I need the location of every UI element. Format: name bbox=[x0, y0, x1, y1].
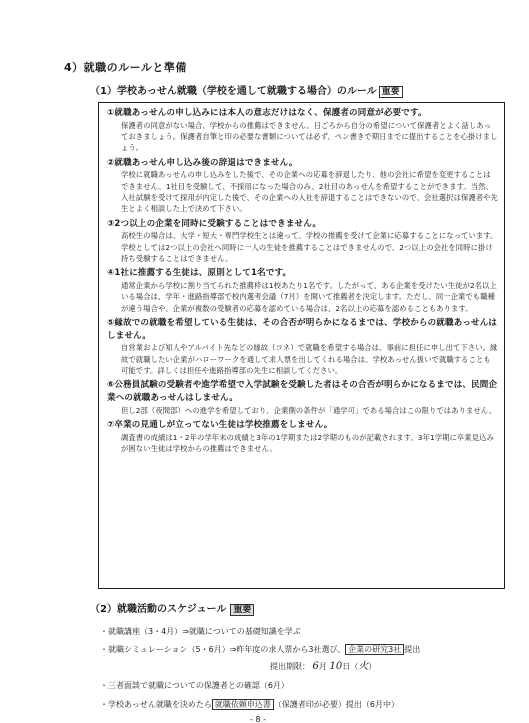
deadline-label: 提出期限： bbox=[270, 661, 310, 671]
deadline-month-unit: 月 bbox=[318, 661, 327, 671]
rule-heading: ⑦卒業の見通しが立ってない生徒は学校推薦をしません。 bbox=[107, 420, 333, 431]
schedule-item: ・就職講座（3・4月）⇒就職についての基礎知識を学ぶ bbox=[100, 627, 301, 636]
rule-item bbox=[107, 107, 498, 154]
schedule-item-text: 提出 bbox=[404, 645, 421, 655]
rule-heading: ③2つ以上の企業を同時に受験することはできません。 bbox=[107, 218, 322, 229]
rule-item bbox=[107, 419, 498, 454]
schedule-item-text: （保護者印が必要）提出（6月中） bbox=[273, 699, 400, 709]
rule-body: 通常企業から学校に割り当てられた推薦枠は1校あたり1名です。したがって、ある企業を受けたい生徒が2名以上いる場合は、学年・進路指導部で校内選考会議（7月）を開いて推薦者を決定します。ただし、同一企業でも職種が違う場合や、企業が複数の受験者の応募を認めている場合は、2名以上の応募を認めることもあります。 bbox=[121, 280, 497, 313]
rule-item bbox=[107, 157, 498, 215]
boxed-label: 企業の研究3社 bbox=[345, 644, 404, 655]
rule-item bbox=[107, 379, 498, 416]
deadline-day-unit: 日（ bbox=[342, 661, 359, 671]
rule-body: 調査書の成績は1・2年の学年末の成績と3年の1学期または2学期のものが記載されます。3年1学期に卒業見込みが困ない生徒は学校からの推薦はできません。 bbox=[121, 432, 494, 454]
rule-body: 高校生の場合は、大学・短大・専門学校生とは違って、学校の推薦を受けて企業に応募することになっています。学校としては2つ以上の会社へ同時に一人の生徒を推薦することはできませんので、2つ以上の会社を同時に掛け持ち受験することはできません。 bbox=[121, 231, 498, 263]
rule-heading: ⑤縁故での就職を希望している生徒は、その合否が明らかになるまでは、学校からの就職あっせんはしません。 bbox=[107, 317, 498, 341]
rules-box bbox=[98, 102, 505, 589]
rule-heading: ④1社に推薦する生徒は、原則として1名です。 bbox=[107, 268, 292, 279]
boxed-label: 就職依頼申込書 bbox=[212, 699, 274, 710]
rule-body: 保護者の同意がない場合、学校からの推薦はできません。日ごろから自分の希望について保護者とよく話しあっておきましょう。保護者自筆と印の必要な書類については必ず、ペン書きで期日までに提出することを心掛けましょう。 bbox=[121, 120, 498, 153]
schedule-title bbox=[90, 602, 254, 618]
rule-heading: ⑥公務員試験の受験者や進学希望で入学試験を受験した者はその合否が明らかになるまでは、民間企業への就職あっせんはしません。 bbox=[107, 380, 498, 403]
deadline-month: 6 bbox=[312, 660, 319, 672]
rule-item bbox=[107, 267, 498, 314]
deadline-close: ） bbox=[368, 661, 377, 671]
schedule-title-text: （2）就職活動のスケジュール bbox=[90, 604, 227, 615]
schedule-item-text: ・学校あっせん就職を決めたら bbox=[100, 699, 212, 709]
schedule-list bbox=[100, 626, 520, 717]
rule-item bbox=[107, 218, 498, 265]
rule-heading: ②就職あっせん申し込み後の辞退はできません。 bbox=[107, 157, 298, 168]
rule-body: 但し2部（夜間部）への進学を希望しており、企業側の条件が「通学可」である場合はこの限りではありません。 bbox=[121, 405, 497, 415]
important-tag: 重要 bbox=[379, 86, 403, 98]
schedule-item-text: ・就職シミュレーション（5・6月）⇒昨年度の求人票から3社選び、 bbox=[100, 645, 346, 655]
deadline-weekday: 火 bbox=[358, 660, 369, 672]
rule-heading: ①就職あっせんの申し込みには本人の意志だけはなく、保護者の同意が必要です。 bbox=[107, 108, 427, 118]
page-number: - 8 - bbox=[250, 715, 266, 723]
rule-item bbox=[107, 317, 498, 376]
deadline-line bbox=[100, 659, 520, 675]
deadline-day: 10 bbox=[329, 660, 343, 672]
schedule-item bbox=[100, 644, 520, 656]
rule-body: 学校に就職あっせんの申し込みをした後で、その企業への応募を辞退したり、他の会社に希望を変更することはできません。1社目を受験して、不採用になった場合のみ、2社目のあっせんを希望することができます。当然、入社試験を受けて採用が内定した後で、その企業への入社を辞退することはできないので、会社選択は保護者や先生とよく相談した上で決めて下さい。 bbox=[121, 170, 498, 214]
section-heading: 4）就職のルールと準備 bbox=[64, 61, 187, 74]
schedule-item bbox=[100, 699, 520, 711]
rules-title-text: （1）学校あっせん就職（学校を通して就職する場合）のルール bbox=[90, 86, 377, 97]
schedule-item: ・三者面談で就職についての保護者との確認（6月） bbox=[100, 681, 289, 691]
rules-title bbox=[90, 84, 403, 100]
important-tag: 重要 bbox=[230, 604, 254, 616]
rule-body: 自営業および知人やアルバイト先などの縁故（コネ）で就職を希望する場合は、事前に担任に申し出て下さい。縁故で就職したい企業がハローワークを通して求人票を出してくれる場合は、学校あっせん扱いで就職することも可能です。詳しくは担任や進路指導部の先生に相談してください。 bbox=[121, 343, 498, 375]
